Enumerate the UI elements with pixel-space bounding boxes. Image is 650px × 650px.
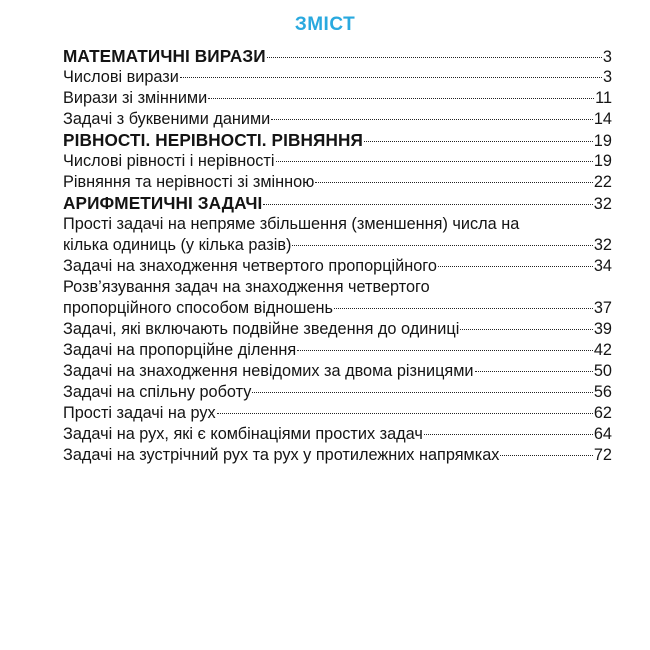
- toc-page-number: 72: [593, 446, 612, 464]
- toc-entry-label: РІВНОСТІ. НЕРІВНОСТІ. РІВНЯННЯ: [63, 130, 363, 150]
- table-of-contents: [63, 46, 612, 466]
- toc-entry-label: Задачі на рух, які є комбінаціями простих задач: [63, 425, 423, 443]
- dot-leader: [500, 455, 592, 456]
- toc-section-heading: [63, 193, 612, 214]
- dot-leader: [208, 98, 594, 99]
- toc-page-number: 19: [593, 152, 612, 170]
- dot-leader: [217, 413, 593, 414]
- toc-entry: [63, 172, 612, 193]
- dot-leader: [364, 141, 593, 142]
- toc-section-heading: [63, 46, 612, 67]
- dot-leader: [292, 245, 592, 246]
- toc-page-number: 32: [593, 195, 612, 213]
- toc-page-number: 62: [593, 404, 612, 422]
- toc-page-number: 3: [602, 68, 612, 86]
- toc-entry: [63, 361, 612, 382]
- toc-entry-label: пропорційного способом відношень: [63, 299, 333, 317]
- dot-leader: [276, 161, 593, 162]
- toc-page-number: 34: [593, 257, 612, 275]
- dot-leader: [271, 119, 593, 120]
- dot-leader: [315, 182, 592, 183]
- toc-entry-label: Числові вирази: [63, 68, 179, 86]
- toc-entry: [63, 256, 612, 277]
- toc-entry: [63, 382, 612, 403]
- dot-leader: [334, 308, 593, 309]
- toc-entry: [63, 319, 612, 340]
- dot-leader: [475, 371, 593, 372]
- toc-entry: [63, 298, 612, 319]
- toc-entry-label: Числові рівності і нерівності: [63, 152, 275, 170]
- toc-page-number: 32: [593, 236, 612, 254]
- toc-entry-label: Прості задачі на рух: [63, 404, 216, 422]
- dot-leader: [252, 392, 592, 393]
- toc-entry: [63, 445, 612, 466]
- toc-page-number: 37: [593, 299, 612, 317]
- toc-entry: [63, 88, 612, 109]
- toc-page-number: 64: [593, 425, 612, 443]
- dot-leader: [424, 434, 593, 435]
- toc-page-number: 56: [593, 383, 612, 401]
- toc-entry-label: АРИФМЕТИЧНІ ЗАДАЧІ: [63, 193, 263, 213]
- toc-entry-label: Вирази зі змінними: [63, 89, 208, 107]
- toc-entry: [63, 424, 612, 445]
- toc-page-number: 14: [593, 110, 612, 128]
- toc-entry-label: Задачі на зустрічний рух та рух у протилежних напрямках: [63, 446, 500, 464]
- toc-page-number: 19: [593, 132, 612, 150]
- dot-leader: [263, 204, 592, 205]
- toc-entry: [63, 109, 612, 130]
- toc-entry: [63, 67, 612, 88]
- toc-entry-first-line: Прості задачі на непряме збільшення (зменшення) числа на: [63, 215, 520, 233]
- toc-section-heading: [63, 130, 612, 151]
- toc-entry-label: МАТЕМАТИЧНІ ВИРАЗИ: [63, 46, 266, 66]
- toc-entry-label: Задачі на пропорційне ділення: [63, 341, 297, 359]
- toc-page-number: 42: [593, 341, 612, 359]
- toc-entry-label: Задачі на спільну роботу: [63, 383, 252, 401]
- toc-page-number: 11: [595, 89, 612, 107]
- dot-leader: [460, 329, 593, 330]
- toc-page-number: 3: [602, 48, 612, 66]
- dot-leader: [438, 266, 593, 267]
- toc-page-number: 50: [593, 362, 612, 380]
- toc-entry-label: Задачі, які включають подвійне зведення до одиниці: [63, 320, 460, 338]
- toc-entry: [63, 340, 612, 361]
- toc-entry-label: Рівняння та нерівності зі змінною: [63, 173, 315, 191]
- toc-entry-first-line: Розв’язування задач на знаходження четвертого: [63, 278, 430, 296]
- toc-entry-label: кілька одиниць (у кілька разів): [63, 236, 292, 254]
- dot-leader: [267, 57, 602, 58]
- toc-page-number: 22: [593, 173, 612, 191]
- dot-leader: [180, 77, 602, 78]
- toc-entry: [63, 403, 612, 424]
- dot-leader: [297, 350, 593, 351]
- page-title: ЗМІСТ: [294, 14, 356, 35]
- toc-entry: [63, 235, 612, 256]
- toc-entry-label: Задачі з буквеними даними: [63, 110, 271, 128]
- toc-entry-label: Задачі на знаходження невідомих за двома різницями: [63, 362, 474, 380]
- toc-page-number: 39: [593, 320, 612, 338]
- toc-entry-label: Задачі на знаходження четвертого пропорційного: [63, 257, 437, 275]
- toc-entry: [63, 151, 612, 172]
